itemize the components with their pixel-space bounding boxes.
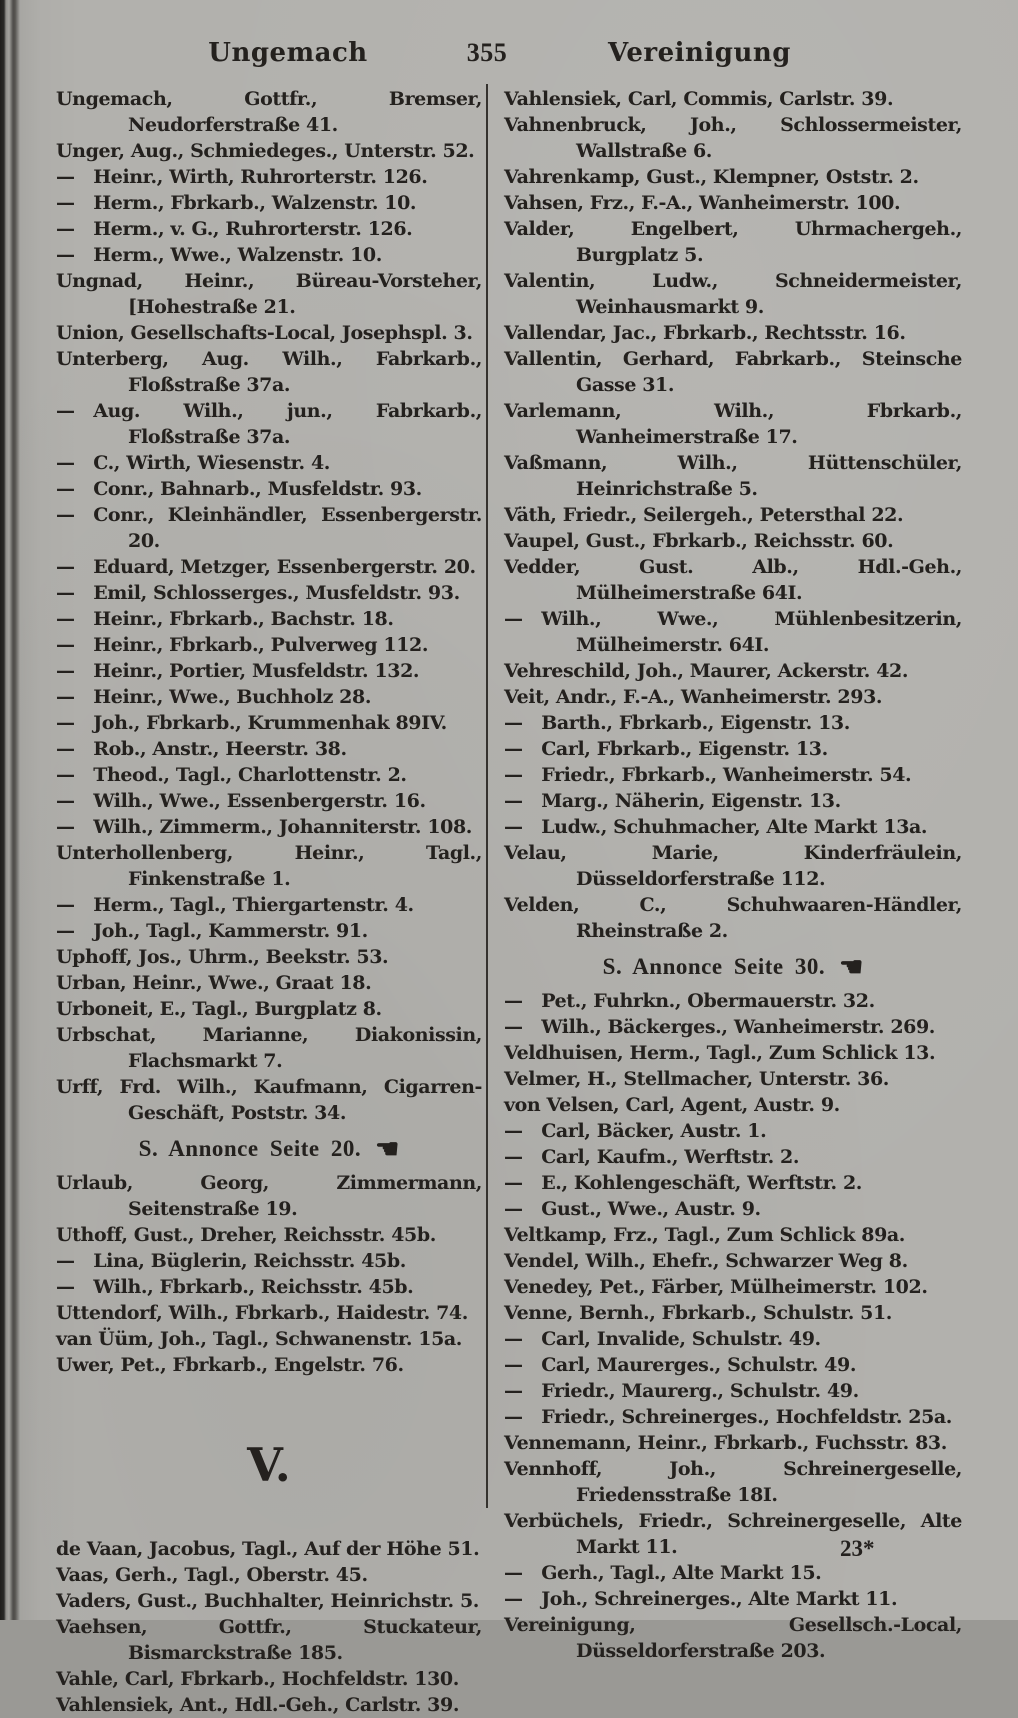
directory-entry: — Heinr., Wirth, Ruhrorterstr. 126. <box>56 166 428 188</box>
directory-entry: — E., Kohlengeschäft, Werftstr. 2. <box>504 1172 863 1194</box>
directory-entry: Veldhuisen, Herm., Tagl., Zum Schlick 13. <box>504 1042 936 1064</box>
directory-entry: — Carl, Invalide, Schulstr. 49. <box>504 1328 821 1350</box>
directory-entry: — Wilh., Zimmerm., Johanniterstr. 108. <box>56 816 472 838</box>
directory-entry: Vedder, Gust. Alb., Hdl.-Geh., Mülheimerstraße 64I. <box>504 556 962 604</box>
page-header <box>0 38 1018 78</box>
annonce-text: S. Annonce Seite 30. <box>602 954 826 979</box>
directory-entry: — Gust., Wwe., Austr. 9. <box>504 1198 761 1220</box>
directory-entry: Vaders, Gust., Buchhalter, Heinrichstr. 5. <box>56 1590 479 1612</box>
manicule-pointing-hand-icon: ☚ <box>839 952 864 982</box>
directory-entry: — Conr., Bahnarb., Musfeldstr. 93. <box>56 478 422 500</box>
directory-entry: Vahsen, Frz., F.-A., Wanheimerstr. 100. <box>504 192 901 214</box>
directory-entry: Valentin, Ludw., Schneidermeister, Weinhausmarkt 9. <box>504 270 962 318</box>
directory-entry: — Herm., Fbrkarb., Walzenstr. 10. <box>56 192 417 214</box>
annonce-reference-note <box>504 952 962 982</box>
directory-entry: Vahlensiek, Carl, Commis, Carlstr. 39. <box>504 88 894 110</box>
directory-entry: — Friedr., Maurerg., Schulstr. 49. <box>504 1380 859 1402</box>
directory-entry: — Lina, Büglerin, Reichsstr. 45b. <box>56 1250 406 1272</box>
directory-entry: Veltkamp, Frz., Tagl., Zum Schlick 89a. <box>504 1224 906 1246</box>
directory-entry: Väth, Friedr., Seilergeh., Petersthal 22. <box>504 504 904 526</box>
directory-entry: — Carl, Kaufm., Werftstr. 2. <box>504 1146 800 1168</box>
directory-entry: Verbüchels, Friedr., Schreinergeselle, Alte Markt 11. <box>504 1510 962 1558</box>
directory-entry: — Emil, Schlosserges., Musfeldstr. 93. <box>56 582 460 604</box>
directory-entry: — Theod., Tagl., Charlottenstr. 2. <box>56 764 407 786</box>
directory-entry: Unterberg, Aug. Wilh., Fabrkarb., Floßstraße 37a. <box>56 348 482 396</box>
directory-entry: — Marg., Näherin, Eigenstr. 13. <box>504 790 841 812</box>
directory-entry: Varlemann, Wilh., Fbrkarb., Wanheimerstraße 17. <box>504 400 962 448</box>
directory-entry: Vaehsen, Gottfr., Stuckateur, Bismarckstraße 185. <box>56 1616 482 1664</box>
directory-entry: Vallendar, Jac., Fbrkarb., Rechtsstr. 16. <box>504 322 906 344</box>
directory-entry: Vaßmann, Wilh., Hüttenschüler, Heinrichstraße 5. <box>504 452 962 500</box>
directory-entry: — C., Wirth, Wiesenstr. 4. <box>56 452 330 474</box>
directory-entry: Vereinigung, Gesellsch.-Local, Düsseldorferstraße 203. <box>504 1614 962 1662</box>
directory-entry: Vennhoff, Joh., Schreinergeselle, Friedensstraße 18I. <box>504 1458 962 1506</box>
column-divider-rule <box>486 84 488 1508</box>
book-binding-edge <box>0 0 20 1620</box>
directory-entry: — Heinr., Portier, Musfeldstr. 132. <box>56 660 420 682</box>
directory-entry: — Wilh., Wwe., Essenbergerstr. 16. <box>56 790 426 812</box>
directory-entry: von Velsen, Carl, Agent, Austr. 9. <box>504 1094 840 1116</box>
directory-entry: Vahlensiek, Ant., Hdl.-Geh., Carlstr. 39. <box>56 1694 460 1716</box>
directory-entry: Vennemann, Heinr., Fbrkarb., Fuchsstr. 83. <box>504 1432 947 1454</box>
directory-entry: Unterhollenberg, Heinr., Tagl., Finkenstraße 1. <box>56 842 482 890</box>
section-letter-heading: V. <box>247 1438 291 1492</box>
directory-entry: Valder, Engelbert, Uhrmachergeh., Burgplatz 5. <box>504 218 962 266</box>
directory-entry: Unger, Aug., Schmiedeges., Unterstr. 52. <box>56 140 475 162</box>
directory-entry: — Herm., v. G., Ruhrorterstr. 126. <box>56 218 413 240</box>
directory-entry: Vendel, Wilh., Ehefr., Schwarzer Weg 8. <box>504 1250 908 1272</box>
directory-entry: — Ludw., Schuhmacher, Alte Markt 13a. <box>504 816 928 838</box>
directory-entry: Veit, Andr., F.-A., Wanheimerstr. 293. <box>504 686 883 708</box>
directory-entry: — Pet., Fuhrkn., Obermauerstr. 32. <box>504 990 875 1012</box>
directory-entry: — Eduard, Metzger, Essenbergerstr. 20. <box>56 556 476 578</box>
directory-entry: — Gerh., Tagl., Alte Markt 15. <box>504 1562 822 1584</box>
directory-entry: — Wilh., Bäckerges., Wanheimerstr. 269. <box>504 1016 935 1038</box>
directory-entry: Velden, C., Schuhwaaren-Händler, Rheinstraße 2. <box>504 894 962 942</box>
annonce-reference-note <box>56 1134 482 1164</box>
directory-entry: — Friedr., Fbrkarb., Wanheimerstr. 54. <box>504 764 912 786</box>
directory-entry: Uwer, Pet., Fbrkarb., Engelstr. 76. <box>56 1354 404 1376</box>
directory-entry: Vaas, Gerh., Tagl., Oberstr. 45. <box>56 1564 368 1586</box>
directory-entry: Urbschat, Marianne, Diakonissin, Flachsmarkt 7. <box>56 1024 482 1072</box>
directory-entry: Uthoff, Gust., Dreher, Reichsstr. 45b. <box>56 1224 436 1246</box>
directory-entry: — Wilh., Fbrkarb., Reichsstr. 45b. <box>56 1276 414 1298</box>
manicule-pointing-hand-icon: ☚ <box>375 1134 400 1164</box>
directory-entry: Vahnenbruck, Joh., Schlossermeister, Wallstraße 6. <box>504 114 962 162</box>
directory-entry: — Herm., Tagl., Thiergartenstr. 4. <box>56 894 414 916</box>
directory-entry: — Herm., Wwe., Walzenstr. 10. <box>56 244 382 266</box>
directory-entry: Velau, Marie, Kinderfräulein, Düsseldorferstraße 112. <box>504 842 962 890</box>
directory-entry: Urlaub, Georg, Zimmermann, Seitenstraße 19. <box>56 1172 482 1220</box>
directory-column-right <box>504 86 962 1664</box>
page-number: 355 <box>466 38 508 67</box>
directory-entry: de Vaan, Jacobus, Tagl., Auf der Höhe 51. <box>56 1538 480 1560</box>
directory-entry: Vehreschild, Joh., Maurer, Ackerstr. 42. <box>504 660 909 682</box>
directory-entry: Ungnad, Heinr., Büreau-Vorsteher, [Hohestraße 21. <box>56 270 482 318</box>
directory-entry: Vahrenkamp, Gust., Klempner, Oststr. 2. <box>504 166 919 188</box>
directory-entry: Vaupel, Gust., Fbrkarb., Reichsstr. 60. <box>504 530 894 552</box>
directory-entry: — Barth., Fbrkarb., Eigenstr. 13. <box>504 712 850 734</box>
directory-entry: Urff, Frd. Wilh., Kaufmann, Cigarren-Geschäft, Poststr. 34. <box>56 1076 482 1124</box>
directory-entry: — Heinr., Wwe., Buchholz 28. <box>56 686 372 708</box>
directory-entry: — Conr., Kleinhändler, Essenbergerstr. 20. <box>56 504 482 552</box>
directory-entry: Velmer, H., Stellmacher, Unterstr. 36. <box>504 1068 889 1090</box>
directory-entry: van Üüm, Joh., Tagl., Schwanenstr. 15a. <box>56 1328 463 1350</box>
directory-entry: Uttendorf, Wilh., Fbrkarb., Haidestr. 74. <box>56 1302 468 1324</box>
directory-entry: Vahle, Carl, Fbrkarb., Hochfeldstr. 130. <box>56 1668 459 1690</box>
directory-entry: — Heinr., Fbrkarb., Pulverweg 112. <box>56 634 429 656</box>
directory-entry: — Heinr., Fbrkarb., Bachstr. 18. <box>56 608 394 630</box>
header-keyword-left: Ungemach <box>208 38 368 68</box>
directory-entry: Venedey, Pet., Färber, Mülheimerstr. 102. <box>504 1276 928 1298</box>
header-keyword-right: Vereinigung <box>608 38 791 68</box>
directory-entry: Urboneit, E., Tagl., Burgplatz 8. <box>56 998 382 1020</box>
directory-entry: — Joh., Fbrkarb., Krummenhak 89IV. <box>56 712 447 734</box>
directory-entry: Uphoff, Jos., Uhrm., Beekstr. 53. <box>56 946 389 968</box>
directory-entry: Ungemach, Gottfr., Bremser, Neudorferstraße 41. <box>56 88 482 136</box>
directory-entry: Vallentin, Gerhard, Fabrkarb., Steinsche Gasse 31. <box>504 348 962 396</box>
directory-entry: Venne, Bernh., Fbrkarb., Schulstr. 51. <box>504 1302 893 1324</box>
directory-entry: — Carl, Bäcker, Austr. 1. <box>504 1120 767 1142</box>
directory-entry: — Wilh., Wwe., Mühlenbesitzerin, Mülheimerstr. 64I. <box>504 608 962 656</box>
directory-entry: — Rob., Anstr., Heerstr. 38. <box>56 738 347 760</box>
annonce-text: S. Annonce Seite 20. <box>138 1136 362 1161</box>
printers-signature-mark: 23* <box>840 1536 875 1561</box>
directory-column-left <box>56 86 482 1718</box>
directory-entry: — Carl, Fbrkarb., Eigenstr. 13. <box>504 738 828 760</box>
directory-entry: Union, Gesellschafts-Local, Josephspl. 3. <box>56 322 473 344</box>
directory-entry: — Carl, Maurerges., Schulstr. 49. <box>504 1354 857 1376</box>
directory-entry: Urban, Heinr., Wwe., Graat 18. <box>56 972 372 994</box>
directory-entry: — Joh., Tagl., Kammerstr. 91. <box>56 920 368 942</box>
directory-entry: — Joh., Schreinerges., Alte Markt 11. <box>504 1588 898 1610</box>
directory-entry: — Aug. Wilh., jun., Fabrkarb., Floßstraße 37a. <box>56 400 482 448</box>
directory-entry: — Friedr., Schreinerges., Hochfeldstr. 25a. <box>504 1406 953 1428</box>
